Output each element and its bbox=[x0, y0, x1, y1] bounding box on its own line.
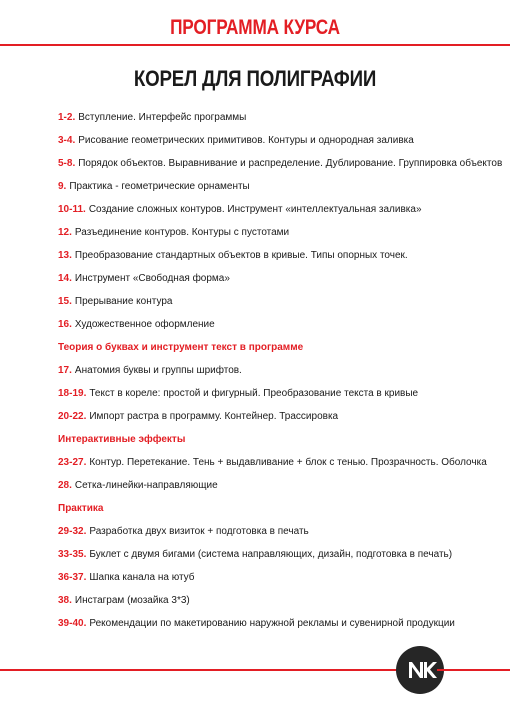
course-program-list bbox=[58, 106, 503, 635]
lesson-text: Художественное оформление bbox=[74, 319, 215, 330]
list-item bbox=[58, 175, 498, 198]
nk-logo-icon bbox=[396, 646, 444, 694]
list-item bbox=[58, 566, 498, 589]
section-heading: Практика bbox=[58, 503, 104, 514]
list-item bbox=[58, 474, 498, 497]
lesson-number: 18-19. bbox=[58, 388, 87, 399]
list-item bbox=[58, 520, 498, 543]
lesson-text: Сетка-линейки-направляющие bbox=[74, 480, 218, 491]
list-item bbox=[58, 612, 498, 635]
lesson-number: 39-40. bbox=[58, 618, 87, 629]
lesson-text: Анатомия буквы и группы шрифтов. bbox=[74, 365, 242, 376]
list-item bbox=[58, 313, 498, 336]
lesson-text: Контур. Перетекание. Тень + выдавливание + блок с тенью. Прозрачность. Оболочка bbox=[89, 457, 487, 468]
lesson-number: 33-35. bbox=[58, 549, 87, 560]
lesson-text: Инструмент «Свободная форма» bbox=[74, 273, 230, 284]
list-item bbox=[58, 198, 498, 221]
logo-letter-n bbox=[409, 662, 423, 678]
lesson-text: Порядок объектов. Выравнивание и распределение. Дублирование. Группировка объектов bbox=[78, 158, 503, 169]
list-item bbox=[58, 267, 498, 290]
lesson-text: Рекомендации по макетированию наружной рекламы и сувенирной продукции bbox=[89, 618, 455, 629]
lesson-number: 5-8. bbox=[58, 158, 76, 169]
lesson-number: 29-32. bbox=[58, 526, 87, 537]
lesson-number: 38. bbox=[58, 595, 72, 606]
page-title: КОРЕЛ ДЛЯ ПОЛИГРАФИИ bbox=[133, 66, 377, 91]
list-item bbox=[58, 152, 503, 175]
lesson-text: Разъединение контуров. Контуры с пустотами bbox=[74, 227, 290, 238]
list-item bbox=[58, 106, 498, 129]
lesson-text: Создание сложных контуров. Инструмент «интеллектуальная заливка» bbox=[88, 204, 422, 215]
list-item bbox=[58, 244, 498, 267]
list-item bbox=[58, 405, 498, 428]
list-item bbox=[58, 221, 498, 244]
lesson-text: Вступление. Интерфейс программы bbox=[78, 112, 247, 123]
header-title: ПРОГРАММА КУРСА bbox=[170, 16, 340, 39]
lesson-number: 13. bbox=[58, 250, 72, 261]
lesson-number: 36-37. bbox=[58, 572, 87, 583]
list-item bbox=[58, 451, 498, 474]
lesson-text: Практика - геометрические орнаменты bbox=[69, 181, 250, 192]
lesson-number: 20-22. bbox=[58, 411, 87, 422]
logo-letter-k bbox=[424, 662, 437, 678]
nk-logo-mark bbox=[396, 646, 444, 694]
lesson-text: Прерывание контура bbox=[74, 296, 173, 307]
lesson-number: 10-11. bbox=[58, 204, 86, 215]
lesson-number: 3-4. bbox=[58, 135, 76, 146]
lesson-number: 9. bbox=[58, 181, 67, 192]
lesson-number: 23-27. bbox=[58, 457, 87, 468]
section-heading: Интерактивные эффекты bbox=[58, 434, 186, 445]
lesson-number: 28. bbox=[58, 480, 72, 491]
lesson-number: 16. bbox=[58, 319, 72, 330]
list-item bbox=[58, 382, 498, 405]
lesson-text: Текст в кореле: простой и фигурный. Преобразование текста в кривые bbox=[89, 388, 419, 399]
footer-divider-left bbox=[0, 669, 400, 671]
list-item bbox=[58, 359, 498, 382]
lesson-text: Инстаграм (мозайка 3*3) bbox=[74, 595, 190, 606]
lesson-number: 17. bbox=[58, 365, 72, 376]
lesson-text: Преобразование стандартных объектов в кривые. Типы опорных точек. bbox=[74, 250, 408, 261]
lesson-text: Разработка двух визиток + подготовка в печать bbox=[89, 526, 309, 537]
list-item bbox=[58, 589, 498, 612]
list-item bbox=[58, 290, 498, 313]
header-divider bbox=[0, 44, 510, 46]
lesson-number: 15. bbox=[58, 296, 72, 307]
lesson-text: Импорт растра в программу. Контейнер. Трассировка bbox=[89, 411, 339, 422]
lesson-number: 12. bbox=[58, 227, 72, 238]
section-heading: Теория о буквах и инструмент текст в программе bbox=[58, 342, 304, 353]
footer-divider-right bbox=[442, 669, 510, 671]
list-item bbox=[58, 129, 498, 152]
lesson-text: Шапка канала на ютуб bbox=[89, 572, 195, 583]
list-item bbox=[58, 543, 498, 566]
lesson-number: 1-2. bbox=[58, 112, 76, 123]
lesson-text: Рисование геометрических примитивов. Контуры и однородная заливка bbox=[78, 135, 414, 146]
lesson-text: Буклет с двумя бигами (система направляющих, дизайн, подготовка в печать) bbox=[89, 549, 453, 560]
lesson-number: 14. bbox=[58, 273, 72, 284]
